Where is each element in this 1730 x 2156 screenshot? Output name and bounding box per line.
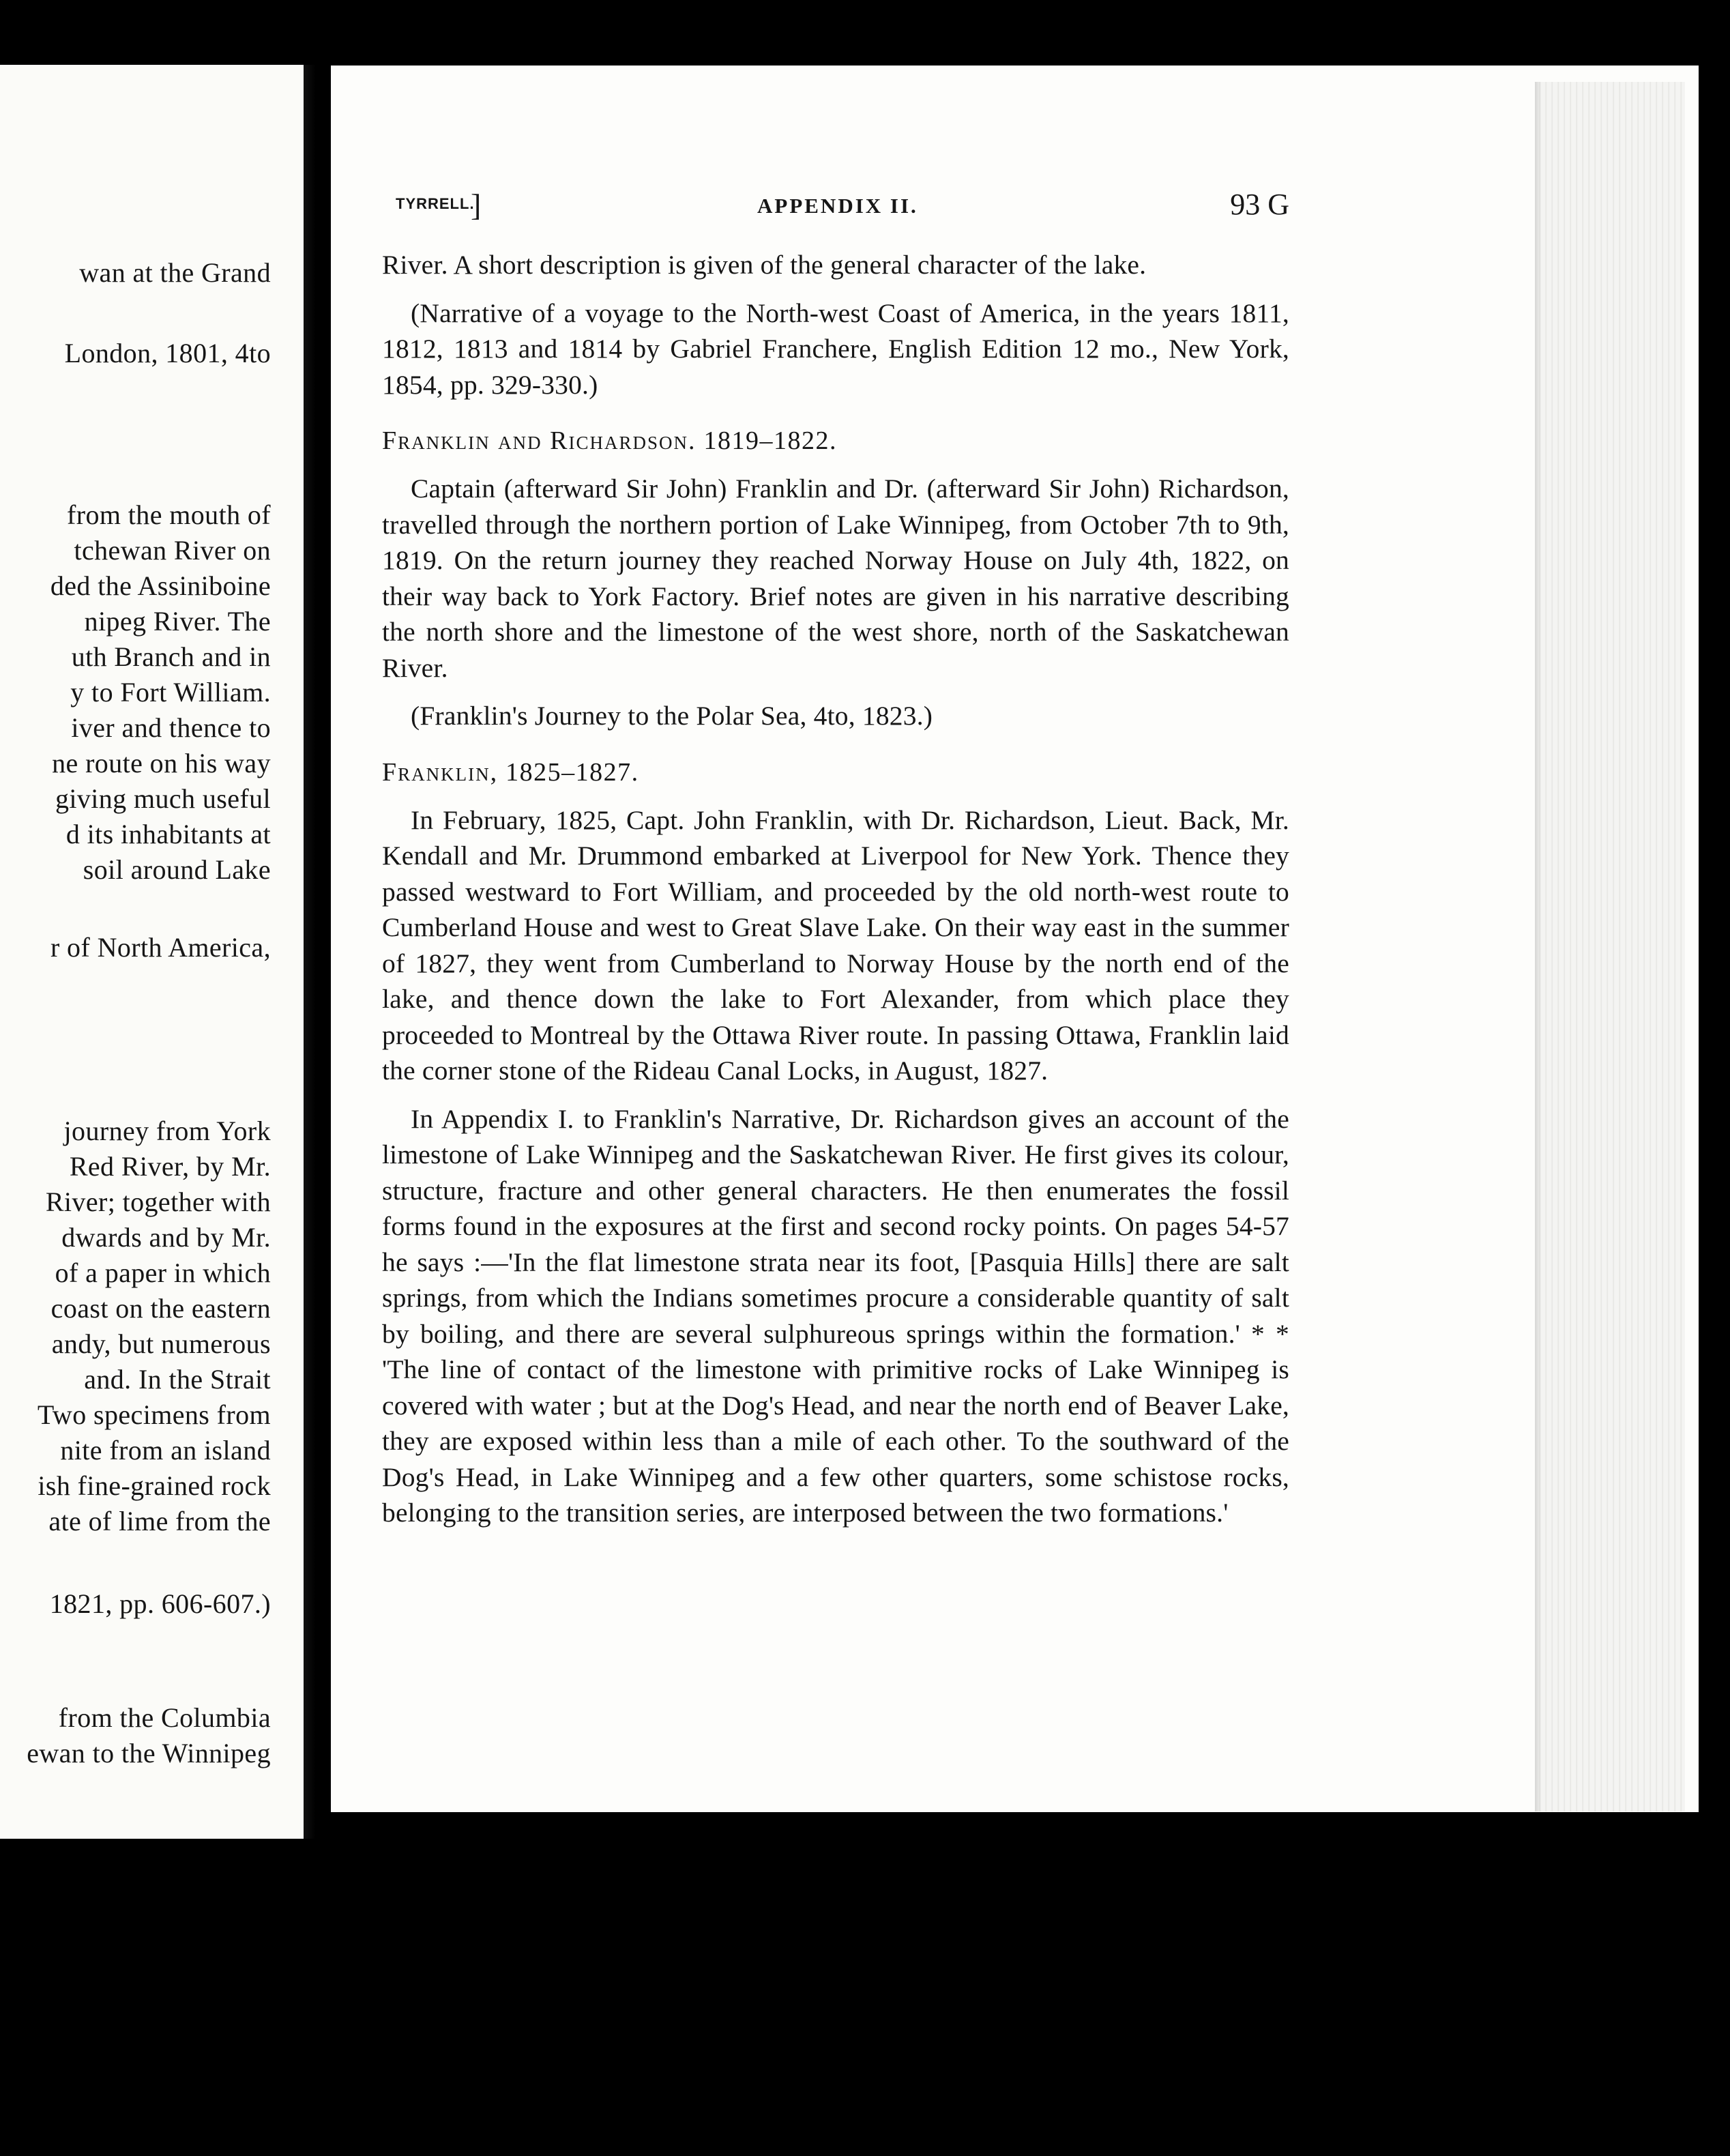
section-heading-franklin [382, 755, 1289, 790]
left-page-line: ded the Assiniboine [50, 570, 271, 601]
left-page-line: andy, but numerous [51, 1328, 271, 1359]
left-page-line: ish fine-grained rock [38, 1470, 271, 1501]
left-page-line: 1821, pp. 606-607.) [49, 1588, 271, 1619]
left-page-line: nite from an island [60, 1435, 271, 1466]
paragraph-appendix-richardson: In Appendix I. to Franklin's Narrative, Dr. Richardson gives an account of the limestone of Lake Winnipeg and the Saskatchewan River. He first gives its colour, structure, fracture and other general characters. He then enumerates the fossil forms found in the exposures at the first and second rocky points. On pages 54-57 he says :—'In the flat limestone strata near its foot, [Pasquia Hills] there are salt springs, from which the Indians sometimes procure a considerable quantity of salt by boiling, and there are several sulphureous springs within the formation.' * * 'The line of contact of the limestone with primitive rocks of Lake Winnipeg is covered with water ; but at the Dog's Head, and near the north end of Beaver Lake, they are exposed within less than a mile of each other. To the southward of the Dog's Head, in Lake Winnipeg and a few other quarters, some schistose rocks, belonging to the transition series, are interposed between the two formations.' [382, 1103, 1289, 1528]
left-page-line: soil around Lake [83, 854, 271, 885]
running-head-author: TYRRELL. [396, 195, 475, 212]
page-body [382, 247, 1289, 1531]
left-page-line: uth Branch and in [71, 641, 271, 672]
left-page-line: from the Columbia [58, 1702, 271, 1733]
heading-years: 1825–1827. [505, 757, 639, 787]
page-block-edges [1535, 82, 1685, 1811]
left-page-line: coast on the eastern [50, 1293, 271, 1324]
left-page-line: nipeg River. The [84, 606, 271, 637]
left-page-line: wan at the Grand [79, 257, 271, 288]
heading-years: 1819–1822. [703, 426, 837, 455]
left-page-line: from the mouth of [67, 499, 271, 530]
running-head-section: APPENDIX II. [757, 194, 918, 218]
left-page-line: iver and thence to [71, 712, 271, 743]
left-page-line: r of North America, [50, 932, 271, 963]
left-page-line: London, 1801, 4to [64, 338, 271, 368]
running-head [396, 188, 1289, 232]
section-heading-franklin-richardson [382, 423, 1289, 458]
left-page-line: d its inhabitants at [65, 819, 271, 849]
left-page-line: River; together with [45, 1186, 271, 1217]
paragraph-lake-description: River. A short description is given of the general character of the lake. [382, 250, 1147, 280]
left-page-line: dwards and by Mr. [61, 1222, 271, 1253]
page-number: 93 G [1230, 188, 1289, 221]
left-page-line: ewan to the Winnipeg [27, 1738, 271, 1768]
paragraph-franklin-richardson: Captain (afterward Sir John) Franklin and Dr. (afterward Sir John) Richardson, travelled through the northern portion of Lake Winnipeg, from October 7th to 9th, 1819. On the return journey they reached Norway House on July 4th, 1822, on their way back to York Factory. Brief notes are given in his narrative describing the north shore and the limestone of the west shore, north of the Saskatchewan River. [382, 474, 1289, 683]
running-head-bracket: ] [471, 188, 482, 222]
heading-names: Franklin, [382, 757, 499, 787]
left-page-line: y to Fort William. [70, 677, 271, 708]
left-page-line: giving much useful [55, 783, 271, 814]
left-page-line: Red River, by Mr. [69, 1151, 271, 1182]
heading-names: Franklin and Richardson. [382, 426, 697, 455]
left-page-line: ate of lime from the [48, 1506, 271, 1536]
page-edge-shadow [1535, 82, 1542, 1811]
left-facing-page [0, 65, 304, 1839]
book-gutter [304, 65, 324, 1839]
paragraph-franklin-1825: In February, 1825, Capt. John Franklin, with Dr. Richardson, Lieut. Back, Mr. Kendall and Mr. Drummond embarked at Liverpool for New York. Thence they passed westward to Fort William, and proceeded by the old north-west route to Cumberland House and west to Great Slave Lake. On their way east in the summer of 1827, they went from Cumberland to Norway House by the north end of the lake, and thence down the lake to Fort Alexander, from which place they proceeded to Montreal by the Ottawa River route. In passing Ottawa, Franklin laid the corner stone of the Rideau Canal Locks, in August, 1827. [382, 804, 1289, 1086]
left-page-line: ne route on his way [52, 748, 271, 778]
left-page-line: and. In the Strait [84, 1364, 271, 1395]
citation-franchere: (Narrative of a voyage to the North-west Coast of America, in the years 1811, 1812, 1813 and 1814 by Gabriel Franchere, English Edition 12 mo., New York, 1854, pp. 329-330.) [382, 297, 1289, 400]
left-page-line: journey from York [63, 1116, 271, 1146]
left-page-line: Two specimens from [37, 1399, 271, 1430]
citation-polar-sea: (Franklin's Journey to the Polar Sea, 4to, 1823.) [411, 701, 933, 731]
left-page-line: of a paper in which [55, 1257, 271, 1288]
left-page-line: tchewan River on [74, 535, 271, 566]
